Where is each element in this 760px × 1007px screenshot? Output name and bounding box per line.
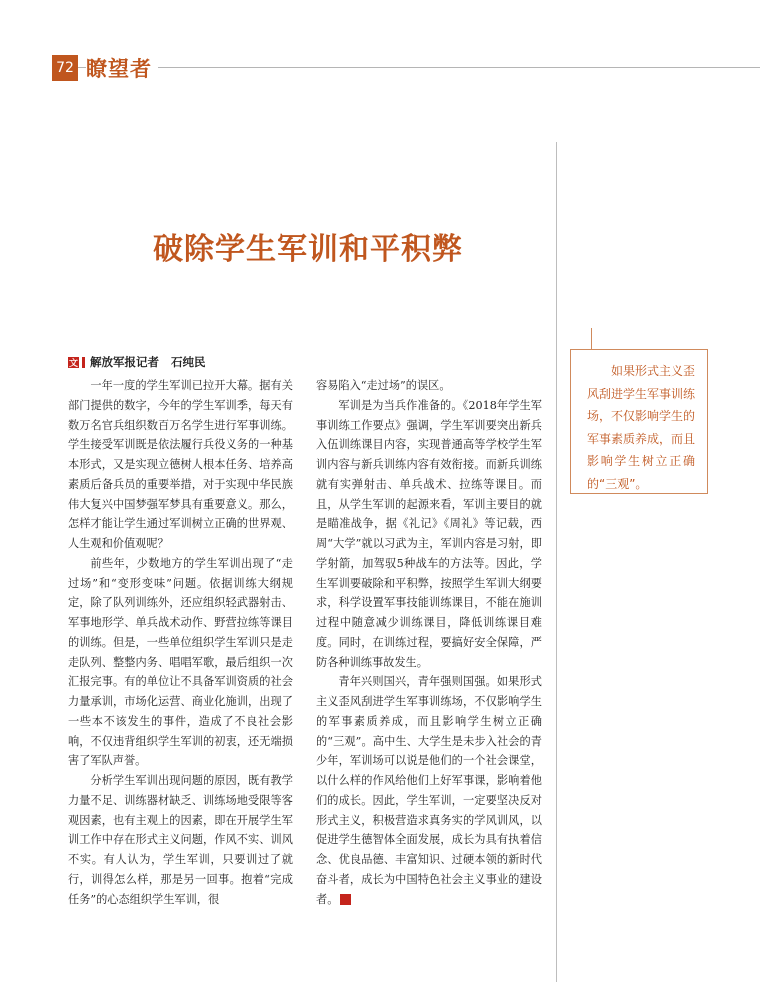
end-mark-icon: G bbox=[340, 894, 351, 905]
article-title: 破除学生军训和平积弊 bbox=[153, 232, 463, 267]
paragraph: 分析学生军训出现问题的原因，既有教学力量不足、训练器材缺乏、训练场地受限等客观因素，也有主观上的因素，即在开展学生军训工作中存在形式主义问题，作风不实、训风不实。有人认为，学生军训，只要训过了就行，训得怎么样，那是另一回事。抱着“完成任务”的心态组织学生军训，很 bbox=[68, 774, 293, 906]
paragraph: 军训是为当兵作准备的。《2018年学生军事训练工作要点》强调，学生军训要突出新兵入伍训练课目内容，实现普通高等学校学生军训内容与新兵训练内容有效衔接。而新兵训练就有实弹射击、单兵战术、拉练等课目。而且，从学生军训的起源来看，军训主要目的就是瞄准战争，据《礼记》《周礼》等记载，西周“大学”就以习武为主，军训内容是习射，即学射箭，加驾驭5种战车的方法等。因此，学生军训要破除和平积弊，按照学生军训大纲要求，科学设置军事技能训练课目，不能在施训过程中随意减少训练课目，降低训练课目难度。同时，在训练过程，要搞好安全保障，严防各种训练事故发生。 bbox=[316, 398, 542, 669]
right-column bbox=[316, 376, 542, 909]
byline-separator bbox=[82, 357, 85, 368]
paragraph: 一年一度的学生军训已拉开大幕。据有关部门提供的数字，今年的学生军训季，每天有数万名官兵组织数百万名学生进行军事训练。学生接受军训既是依法履行兵役义务的一种基本形式，又是实现立德树人根本任务、培养高素质后备兵员的重要举措，对于实现中华民族伟大复兴中国梦强军梦具有重要意义。那么，怎样才能让学生通过军训树立正确的世界观、人生观和价值观呢？ bbox=[68, 379, 293, 550]
byline-reporter: 石纯民 bbox=[171, 355, 206, 369]
byline-org: 解放军报记者 bbox=[90, 355, 159, 369]
paragraph-text: 青年兴则国兴，青年强则国强。如果形式主义歪风刮进学生军事训练场，不仅影响学生的军事素质养成，而且影响学生树立正确的“三观”。高中生、大学生是未步入社会的青少年，军训场可以说是他们的一个社会课堂，以什么样的作风给他们上好军事课，影响着他们的成长。因此，学生军训，一定要坚决反对形式主义，积极营造求真务实的学风训风，以促进学生德智体全面发展，成长为具有执着信念、优良品德、丰富知识、过硬本领的新时代奋斗者，成长为中国特色社会主义事业的建设者。 bbox=[316, 675, 542, 906]
left-column bbox=[68, 376, 293, 909]
byline-text-icon: 文 bbox=[68, 358, 78, 369]
pull-quote bbox=[570, 349, 708, 494]
callout-connector bbox=[591, 328, 592, 349]
byline bbox=[68, 354, 206, 370]
paragraph-continued: 容易陷入“走过场”的误区。 bbox=[316, 379, 451, 392]
column-divider bbox=[556, 142, 557, 982]
page-number: 72 bbox=[52, 55, 78, 81]
pull-quote-text: 如果形式主义歪风刮进学生军事训练场，不仅影响学生的军事素质养成，而且影响学生树立正确的“三观”。 bbox=[587, 364, 696, 491]
magazine-name: 瞭望者 bbox=[86, 53, 158, 83]
paragraph: 前些年，少数地方的学生军训出现了“走过场”和“变形变味”问题。依据训练大纲规定，除了队列训练外，还应组织轻武器射击、军事地形学、单兵战术动作、野营拉练等课目的训练。但是，一些单位组织学生军训只是走走队列、整整内务、唱唱军歌，最后组织一次汇报完事。有的单位让不具备军训资质的社会力量承训，市场化运营、商业化施训，出现了一些本不该发生的事件，造成了不良社会影响，不仅违背组织学生军训的初衷，还无端损害了军队声誉。 bbox=[68, 556, 293, 768]
paragraph-final bbox=[316, 672, 542, 909]
header-rule bbox=[52, 67, 760, 68]
